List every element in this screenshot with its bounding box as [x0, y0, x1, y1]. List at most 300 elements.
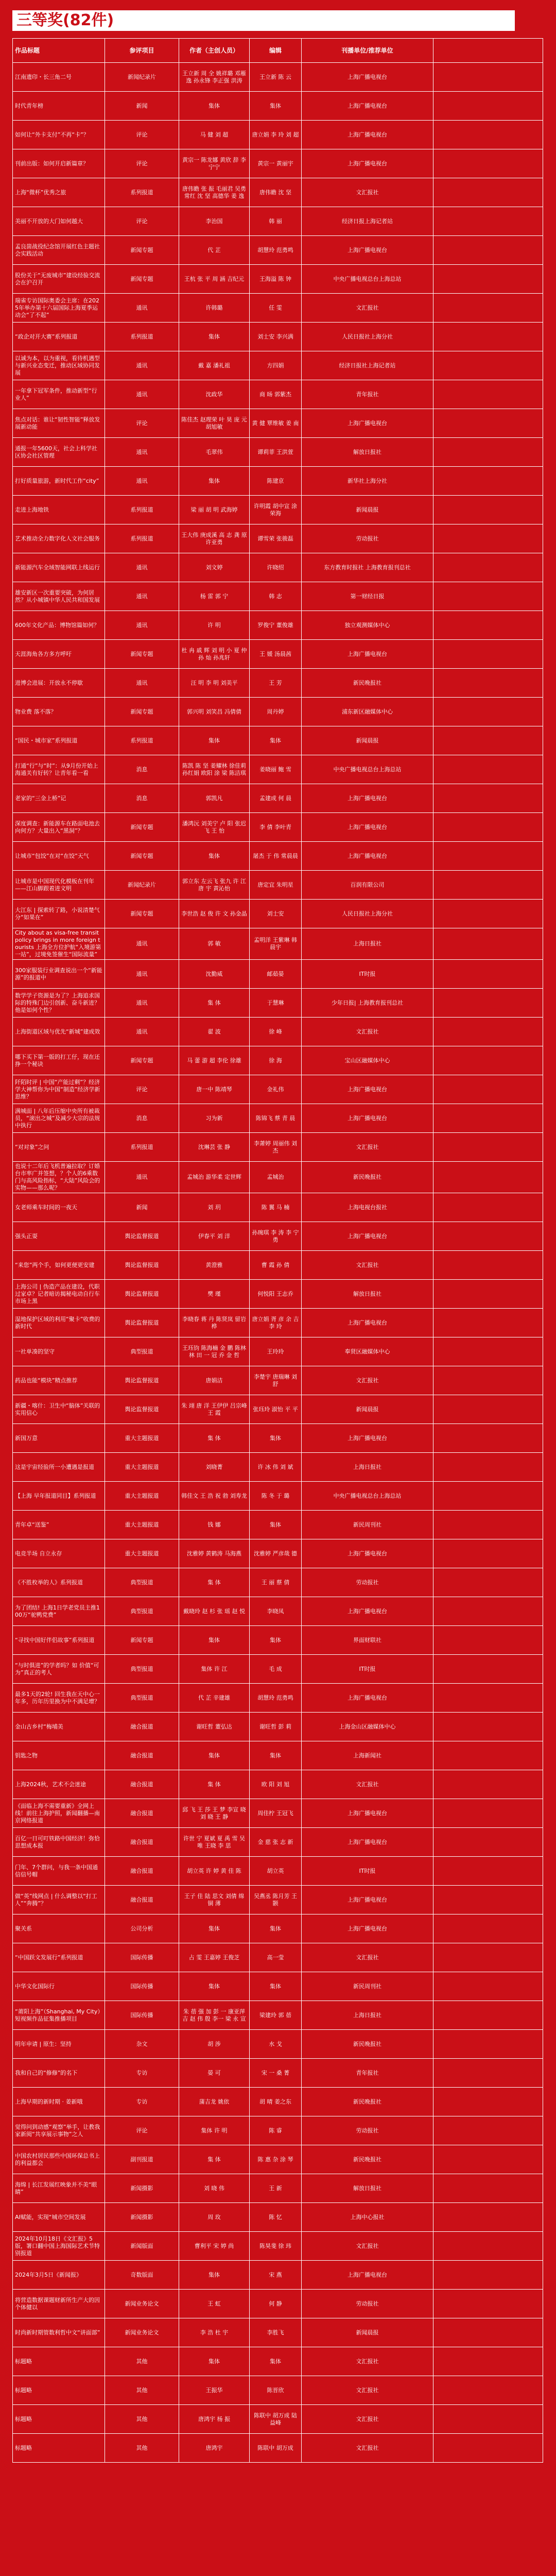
- row-authors: 集 体: [179, 1568, 250, 1597]
- row-unit: 上海广播电视台: [302, 784, 433, 813]
- row-title: 哪下买下第一版的打工仔，现在还挣一个秘诀: [13, 1046, 105, 1075]
- row-title: 我和自己的“修修”的名下: [13, 2059, 105, 2088]
- table-row: [13, 1104, 543, 1133]
- row-unit: 劳动报社: [302, 524, 433, 553]
- row-unit: 文汇报社: [302, 1018, 433, 1046]
- row-unit: 文汇报社: [302, 1770, 433, 1799]
- row-category: 新闻业务论文: [105, 2318, 179, 2347]
- row-title: 以诚为本，以为重视，看待机遇型与新兴业态变迁，推动区域协同发展: [13, 351, 105, 380]
- row-authors: 蒲吉龙 姚依: [179, 2088, 250, 2116]
- row-category: 其他: [105, 2434, 179, 2463]
- row-category: 通讯: [105, 553, 179, 582]
- row-title: 2024年3月5日《新闻报》: [13, 2261, 105, 2290]
- row-editor: 集体: [250, 2347, 302, 2376]
- row-category: 副刊报道: [105, 2145, 179, 2174]
- row-category: 公司分析: [105, 1914, 179, 1943]
- table-row: [13, 1424, 543, 1453]
- row-category: 系列报道: [105, 726, 179, 755]
- row-unit: 新闻晨报: [302, 496, 433, 524]
- row-category: 通讯: [105, 438, 179, 467]
- row-blank-cell: [433, 351, 543, 380]
- row-category: 系列报道: [105, 524, 179, 553]
- row-editor: 王玲玲: [250, 1337, 302, 1366]
- table-row: [13, 1018, 543, 1046]
- row-unit: 百润有限公司: [302, 871, 433, 900]
- row-unit: 上海电视台报社: [302, 1193, 433, 1222]
- row-unit: 文汇报社: [302, 1133, 433, 1162]
- table-row: [13, 149, 543, 178]
- row-editor: 胡慧玲 范勇鸣: [250, 1684, 302, 1713]
- row-authors: 戴 嘉 潘礼祖: [179, 351, 250, 380]
- row-title: 青年卓“送鉴”: [13, 1511, 105, 1539]
- row-editor: 梁建玲 郭 蓓: [250, 2001, 302, 2030]
- row-category: 通讯: [105, 467, 179, 496]
- row-authors: 王子 佳 陆 思文 刘倩 绵 铜 薄: [179, 1886, 250, 1914]
- row-category: 国际传播: [105, 1972, 179, 2001]
- table-row: [13, 1943, 543, 1972]
- row-blank-cell: [433, 1395, 543, 1424]
- table-row: [13, 467, 543, 496]
- row-category: 其他: [105, 2347, 179, 2376]
- row-unit: 上海金山区融媒体中心: [302, 1713, 433, 1741]
- row-category: 融合报道: [105, 1799, 179, 1828]
- row-category: 其他: [105, 2376, 179, 2405]
- row-authors: 陈佳杰 赵理荣 叶 昊 庞 元 胡旭敏: [179, 409, 250, 438]
- table-row: [13, 1075, 543, 1104]
- row-editor: 罗俊宁 董俊雄: [250, 611, 302, 640]
- row-unit: 上海广播电视台: [302, 121, 433, 149]
- row-blank-cell: [433, 1943, 543, 1972]
- row-authors: 沈勤威: [179, 960, 250, 989]
- row-authors: 唐一中 陈靖琴: [179, 1075, 250, 1104]
- row-title: 上海街道区域与优先“新城”建成效: [13, 1018, 105, 1046]
- row-blank-cell: [433, 813, 543, 842]
- awards-table: [12, 38, 543, 2463]
- row-category: 通讯: [105, 582, 179, 611]
- row-editor: 毛 成: [250, 1655, 302, 1684]
- table-row: [13, 2174, 543, 2203]
- row-category: 融合报道: [105, 1857, 179, 1886]
- row-category: 杂文: [105, 2030, 179, 2059]
- row-title: AI赋能，实现“城市空间发展: [13, 2203, 105, 2232]
- row-blank-cell: [433, 1424, 543, 1453]
- row-authors: 李世浩 赵 俊 许 文 孙金晶: [179, 900, 250, 928]
- row-unit: 上海日报社: [302, 2001, 433, 2030]
- row-authors: 唐伟瞻 张 振 毛丽君 吴勇 常红 沈 坚 高德华 姜 逸: [179, 178, 250, 207]
- row-authors: 集体 许 江: [179, 1655, 250, 1684]
- row-title: 老家的“三金上桥”记: [13, 784, 105, 813]
- row-title: 瑞雀专访国际奥委会主席：在2025年举办第十六届国际上海夏季运动会“了不起”: [13, 294, 105, 323]
- row-editor: 陈 忆: [250, 2203, 302, 2232]
- row-title: “与时俱进”的学者吗？如 价值“可为”真正的考人: [13, 1655, 105, 1684]
- table-row: [13, 496, 543, 524]
- row-unit: 上海广播电视台: [302, 640, 433, 669]
- table-row: [13, 1337, 543, 1366]
- row-blank-cell: [433, 1482, 543, 1511]
- row-authors: 杨 雷 郭 宁: [179, 582, 250, 611]
- row-category: 融合报道: [105, 1886, 179, 1914]
- table-row: [13, 1222, 543, 1251]
- row-title: 深度调查：新能源车在路面电池去向何方？大量出入“黑洞”？: [13, 813, 105, 842]
- row-editor: 金礼伟: [250, 1075, 302, 1104]
- row-editor: 胡立英: [250, 1857, 302, 1886]
- row-authors: 刘 玥: [179, 1193, 250, 1222]
- row-blank-cell: [433, 294, 543, 323]
- row-authors: 樊 瑾: [179, 1280, 250, 1309]
- row-category: 新闻专题: [105, 265, 179, 294]
- row-category: 专访: [105, 2088, 179, 2116]
- table-row: [13, 1886, 543, 1914]
- row-unit: 上海广播电视台: [302, 1539, 433, 1568]
- table-row: [13, 2290, 543, 2318]
- row-title: “寻找中国好伴侣故事”系列报道: [13, 1626, 105, 1655]
- row-title: 标题略: [13, 2376, 105, 2405]
- row-blank-cell: [433, 1222, 543, 1251]
- row-category: 消息: [105, 1104, 179, 1133]
- row-editor: 于慧琳: [250, 989, 302, 1018]
- row-category: 重大主题报道: [105, 1511, 179, 1539]
- row-authors: 胡 涉: [179, 2030, 250, 2059]
- table-row: [13, 1568, 543, 1597]
- row-title: 600年文化产品：博物馆篇如何？: [13, 611, 105, 640]
- row-title: 一社单凑的坚守: [13, 1337, 105, 1366]
- row-category: 融合报道: [105, 1741, 179, 1770]
- table-row: [13, 640, 543, 669]
- table-row: [13, 2030, 543, 2059]
- row-category: 重大主题报道: [105, 1539, 179, 1568]
- row-blank-cell: [433, 2116, 543, 2145]
- table-row: [13, 960, 543, 989]
- row-category: 评论: [105, 149, 179, 178]
- row-category: 新闻专题: [105, 640, 179, 669]
- row-category: 通讯: [105, 1162, 179, 1193]
- row-authors: 王大伟 庚成溪 高 志 龚 原 许亚勇: [179, 524, 250, 553]
- row-blank-cell: [433, 1511, 543, 1539]
- row-editor: 金 慈 张 志 新: [250, 1828, 302, 1857]
- row-blank-cell: [433, 928, 543, 960]
- row-unit: 新民晚报社: [302, 2088, 433, 2116]
- row-blank-cell: [433, 726, 543, 755]
- row-title: 新疆・喀什：卫生中“脑体”关联的实用信心: [13, 1395, 105, 1424]
- row-editor: 胡 晴 姜之东: [250, 2088, 302, 2116]
- row-authors: 朱 翊 唐 洋 王伊伊 吕宗峰 王 霞: [179, 1395, 250, 1424]
- row-unit: 上海广播电视台: [302, 1799, 433, 1828]
- row-editor: 集体: [250, 1511, 302, 1539]
- row-blank-cell: [433, 1972, 543, 2001]
- table-row: [13, 900, 543, 928]
- table-row: [13, 2203, 543, 2232]
- row-blank-cell: [433, 1655, 543, 1684]
- row-authors: 郭 敏: [179, 928, 250, 960]
- table-row: [13, 1857, 543, 1886]
- row-editor: 徐 海: [250, 1046, 302, 1075]
- row-editor: 王 芳: [250, 669, 302, 698]
- row-title: 最多1天的2轮! 回生我在天中心一年多，历年历里换为中不满足增？: [13, 1684, 105, 1713]
- row-authors: 郭立东 左云飞 张九 许 江 唐 宇 黄沁怡: [179, 871, 250, 900]
- row-unit: 解放日报社: [302, 2174, 433, 2203]
- row-category: 典型报道: [105, 1684, 179, 1713]
- row-authors: 孟城治 游华柔 定世辉: [179, 1162, 250, 1193]
- row-unit: 上海广播电视台: [302, 2261, 433, 2290]
- row-authors: 集体: [179, 1914, 250, 1943]
- row-blank-cell: [433, 1886, 543, 1914]
- row-editor: 陈联中 胡万成: [250, 2434, 302, 2463]
- row-blank-cell: [433, 2203, 543, 2232]
- row-title: 强头正耍: [13, 1222, 105, 1251]
- table-row: [13, 755, 543, 784]
- header-editor: 编辑: [250, 39, 302, 63]
- row-editor: 张珏玲 淑怡 平 平: [250, 1395, 302, 1424]
- row-editor: 许 冰 伟 刘 斌: [250, 1453, 302, 1482]
- table-row: [13, 1482, 543, 1511]
- row-authors: 集 体: [179, 1424, 250, 1453]
- row-unit: 新华社上海分社: [302, 467, 433, 496]
- row-title: 进博会进展：开放永不停歇: [13, 669, 105, 698]
- row-authors: 沈琳芸 张 静: [179, 1133, 250, 1162]
- row-editor: 任 雯: [250, 294, 302, 323]
- row-editor: 陈 睿: [250, 2116, 302, 2145]
- row-title: 药品也能“模块”精点推荐: [13, 1366, 105, 1395]
- row-unit: 中央广播电视总台上海总站: [302, 1482, 433, 1511]
- row-authors: 黄澄雅: [179, 1251, 250, 1280]
- table-row: [13, 1713, 543, 1741]
- row-blank-cell: [433, 207, 543, 236]
- row-category: 奇数版面: [105, 2261, 179, 2290]
- row-category: 评论: [105, 121, 179, 149]
- row-blank-cell: [433, 1828, 543, 1857]
- table-row: [13, 2318, 543, 2347]
- row-blank-cell: [433, 2088, 543, 2116]
- row-unit: 中央广播电视总台上海总站: [302, 755, 433, 784]
- row-category: 评论: [105, 207, 179, 236]
- row-unit: 文汇报社: [302, 2232, 433, 2261]
- table-row: [13, 928, 543, 960]
- row-editor: 唐立娟 李 玲 刘 超: [250, 121, 302, 149]
- row-category: 评论: [105, 409, 179, 438]
- row-title: 为了团结! 上海1日学老党员主推100万“驼鸭党费”: [13, 1597, 105, 1626]
- row-unit: 人民日报社上海分社: [302, 323, 433, 351]
- row-authors: 占 雯 王嘉婷 王俊芝: [179, 1943, 250, 1972]
- row-unit: 上海新闻社: [302, 1741, 433, 1770]
- row-unit: 上海广播电视台: [302, 842, 433, 871]
- row-authors: 胡立英 许 婷 黄 佳 陈: [179, 1857, 250, 1886]
- row-editor: 王立新 陈 云: [250, 63, 302, 92]
- row-title: 时尚新时期管数利哲中文“讲面部”: [13, 2318, 105, 2347]
- row-unit: 上海广播电视台: [302, 63, 433, 92]
- row-editor: 唐伟瞻 沈 坚: [250, 178, 302, 207]
- row-unit: 新闻晨报: [302, 2318, 433, 2347]
- row-editor: 李 倩 李叶青: [250, 813, 302, 842]
- table-row: [13, 2116, 543, 2145]
- row-blank-cell: [433, 1337, 543, 1366]
- row-title: 江南遗印・长三角二号: [13, 63, 105, 92]
- table-row: [13, 1133, 543, 1162]
- row-authors: 王杭 张 平 周 涵 吉纪元: [179, 265, 250, 294]
- row-blank-cell: [433, 1251, 543, 1280]
- row-authors: 集体 许 明: [179, 2116, 250, 2145]
- row-authors: 韩佳文 王 浩 祝 勃 刘寿龙: [179, 1482, 250, 1511]
- row-authors: 朱 蓓 强 加 彭 一 康亚萍 吉 赵 伟 殷 李一 梁 永 宣: [179, 2001, 250, 2030]
- row-blank-cell: [433, 784, 543, 813]
- row-unit: 上海广播电视台: [302, 1104, 433, 1133]
- row-unit: 文汇报社: [302, 294, 433, 323]
- table-row: [13, 2405, 543, 2434]
- row-title: 中华文化国际行: [13, 1972, 105, 2001]
- row-blank-cell: [433, 2376, 543, 2405]
- row-category: 新闻专题: [105, 1626, 179, 1655]
- row-title: 美丽不开放的大门如何越大: [13, 207, 105, 236]
- row-category: 通讯: [105, 1018, 179, 1046]
- row-category: 消息: [105, 755, 179, 784]
- row-blank-cell: [433, 92, 543, 121]
- row-title: 物业费 落不落？: [13, 698, 105, 726]
- row-unit: 文汇报社: [302, 2347, 433, 2376]
- row-editor: 胡慧玲 范勇鸣: [250, 236, 302, 265]
- row-blank-cell: [433, 1280, 543, 1309]
- table-body: [13, 63, 543, 2463]
- row-category: 新闻纪录片: [105, 871, 179, 900]
- row-authors: 刘 晓 伟: [179, 2174, 250, 2203]
- row-blank-cell: [433, 2261, 543, 2290]
- row-title: 也说十二年后飞机普遍拉取？订婚台市率广并签想，？个人的6乘数门与高风险指标，“大陆”风险会的实物——那么呢？: [13, 1162, 105, 1193]
- row-unit: 独立观测媒体中心: [302, 611, 433, 640]
- row-editor: 宋 燕: [250, 2261, 302, 2290]
- row-authors: 曹利平 宋 婷 尚: [179, 2232, 250, 2261]
- row-unit: 上海广播电视台: [302, 1684, 433, 1713]
- row-unit: 新民周刊社: [302, 1511, 433, 1539]
- row-blank-cell: [433, 1046, 543, 1075]
- table-row: [13, 1626, 543, 1655]
- row-title: 通报一年5600天，社会上科学社区协会社区管理: [13, 438, 105, 467]
- row-blank-cell: [433, 1597, 543, 1626]
- row-title: 数学学子资源是为了？上海追求国际的特殊门边引创新、奋斗新进？他是如何个性？: [13, 989, 105, 1018]
- row-editor: 水 戈: [250, 2030, 302, 2059]
- table-row: [13, 1914, 543, 1943]
- row-blank-cell: [433, 496, 543, 524]
- row-blank-cell: [433, 323, 543, 351]
- row-title: 门年、7个群问，与我一条中国通信信号帽: [13, 1857, 105, 1886]
- row-authors: 马 健 刘 超: [179, 121, 250, 149]
- row-title: “来您”两个手，如何更便更安建: [13, 1251, 105, 1280]
- table-row: [13, 582, 543, 611]
- row-unit: 文汇报社: [302, 2434, 433, 2463]
- row-title: “中国跃文发展行”系列报道: [13, 1943, 105, 1972]
- row-authors: 王 虹: [179, 2290, 250, 2318]
- row-authors: 谢旺哲 董弘达: [179, 1713, 250, 1741]
- row-category: 新闻业务论文: [105, 2290, 179, 2318]
- row-category: 通讯: [105, 294, 179, 323]
- row-editor: 王 新: [250, 2174, 302, 2203]
- row-category: 重大主题报道: [105, 1453, 179, 1482]
- row-category: 其他: [105, 2405, 179, 2434]
- row-blank-cell: [433, 1799, 543, 1828]
- row-editor: 刘士安 李兴满: [250, 323, 302, 351]
- row-authors: 唐鸿宇 杨 振: [179, 2405, 250, 2434]
- row-editor: 邮茹晏: [250, 960, 302, 989]
- row-title: 中国农村居民那些中国环保总书上的利益都会: [13, 2145, 105, 2174]
- table-row: [13, 2059, 543, 2088]
- row-unit: 新民晚报社: [302, 2145, 433, 2174]
- row-editor: 何 静: [250, 2290, 302, 2318]
- row-blank-cell: [433, 1133, 543, 1162]
- row-editor: 许明霞 胡中宣 涂荣海: [250, 496, 302, 524]
- row-authors: 集体: [179, 1972, 250, 2001]
- table-row: [13, 1453, 543, 1482]
- row-unit: 上海广播电视台: [302, 149, 433, 178]
- row-editor: 陈昊斐 徐 玮: [250, 2232, 302, 2261]
- row-authors: 习为新: [179, 1104, 250, 1133]
- table-row: [13, 1251, 543, 1280]
- row-editor: 集体: [250, 1626, 302, 1655]
- section-title: 三等奖(82件): [16, 11, 114, 29]
- row-blank-cell: [433, 524, 543, 553]
- row-unit: 浦东新区融媒体中心: [302, 698, 433, 726]
- row-blank-cell: [433, 2174, 543, 2203]
- row-authors: 刘文婷: [179, 553, 250, 582]
- row-authors: 马 蕾 游 超 李伦 徐雄: [179, 1046, 250, 1075]
- table-row: [13, 2145, 543, 2174]
- row-blank-cell: [433, 900, 543, 928]
- row-category: 系列报道: [105, 496, 179, 524]
- row-unit: 界面财联社: [302, 1626, 433, 1655]
- row-blank-cell: [433, 1713, 543, 1741]
- row-category: 国际传播: [105, 1943, 179, 1972]
- row-authors: 邱 飞 王 莎 王 梦 李宣 晓 刘 晓 王 静: [179, 1799, 250, 1828]
- row-title: 女老师乘车时间的一夜天: [13, 1193, 105, 1222]
- row-unit: 上海广播电视台: [302, 236, 433, 265]
- row-blank-cell: [433, 2290, 543, 2318]
- row-editor: 集体: [250, 1741, 302, 1770]
- row-editor: 陈联中 胡万成 陆益峰: [250, 2405, 302, 2434]
- row-blank-cell: [433, 611, 543, 640]
- row-unit: 上海广播电视台: [302, 813, 433, 842]
- row-title: 《面临上海不需要重新》全网上线！前往上海护照，新闻翻播—南京网络报道: [13, 1799, 105, 1828]
- row-authors: 唐鸿宇: [179, 2434, 250, 2463]
- row-authors: 晏 可: [179, 2059, 250, 2088]
- table-row: [13, 2088, 543, 2116]
- row-title: 2024年10月18日《文汇报》5版，署口翻中国上海国际艺术节特别报道: [13, 2232, 105, 2261]
- row-editor: 唐立娟 胥 彦 余 吉 李 玲: [250, 1309, 302, 1337]
- row-authors: 许世 宁 夏斌 夏 禹 雪 吴 唯 王晓 李 思: [179, 1828, 250, 1857]
- row-blank-cell: [433, 755, 543, 784]
- table-row: [13, 1828, 543, 1857]
- table-row: [13, 784, 543, 813]
- row-authors: 伊春平 刘 洋: [179, 1222, 250, 1251]
- row-title: 百亿一日可叮铁路中国经济！弥恰思想成本报: [13, 1828, 105, 1857]
- row-category: 融合报道: [105, 1713, 179, 1741]
- row-category: 新闻版面: [105, 2232, 179, 2261]
- table-row: [13, 265, 543, 294]
- table-row: [13, 380, 543, 409]
- row-authors: 李 浩 杜 宇: [179, 2318, 250, 2347]
- table-row: [13, 2232, 543, 2261]
- row-authors: 集体: [179, 726, 250, 755]
- row-unit: 文汇报社: [302, 2405, 433, 2434]
- row-unit: 新民晚报社: [302, 2030, 433, 2059]
- row-blank-cell: [433, 1914, 543, 1943]
- table-row: [13, 323, 543, 351]
- row-category: 通讯: [105, 989, 179, 1018]
- row-unit: 上海广播电视台: [302, 1309, 433, 1337]
- row-unit: 劳动报社: [302, 2116, 433, 2145]
- row-unit: 上海中心报社: [302, 2203, 433, 2232]
- row-authors: 沈雅婷 黄鹤涛 马海燕: [179, 1539, 250, 1568]
- row-blank-cell: [433, 380, 543, 409]
- row-authors: 沈政华: [179, 380, 250, 409]
- row-editor: 陈 冬 于 璐: [250, 1482, 302, 1511]
- row-authors: 集体: [179, 2347, 250, 2376]
- row-title: 焦点对话：谁让“韧性智能”释放发展新动能: [13, 409, 105, 438]
